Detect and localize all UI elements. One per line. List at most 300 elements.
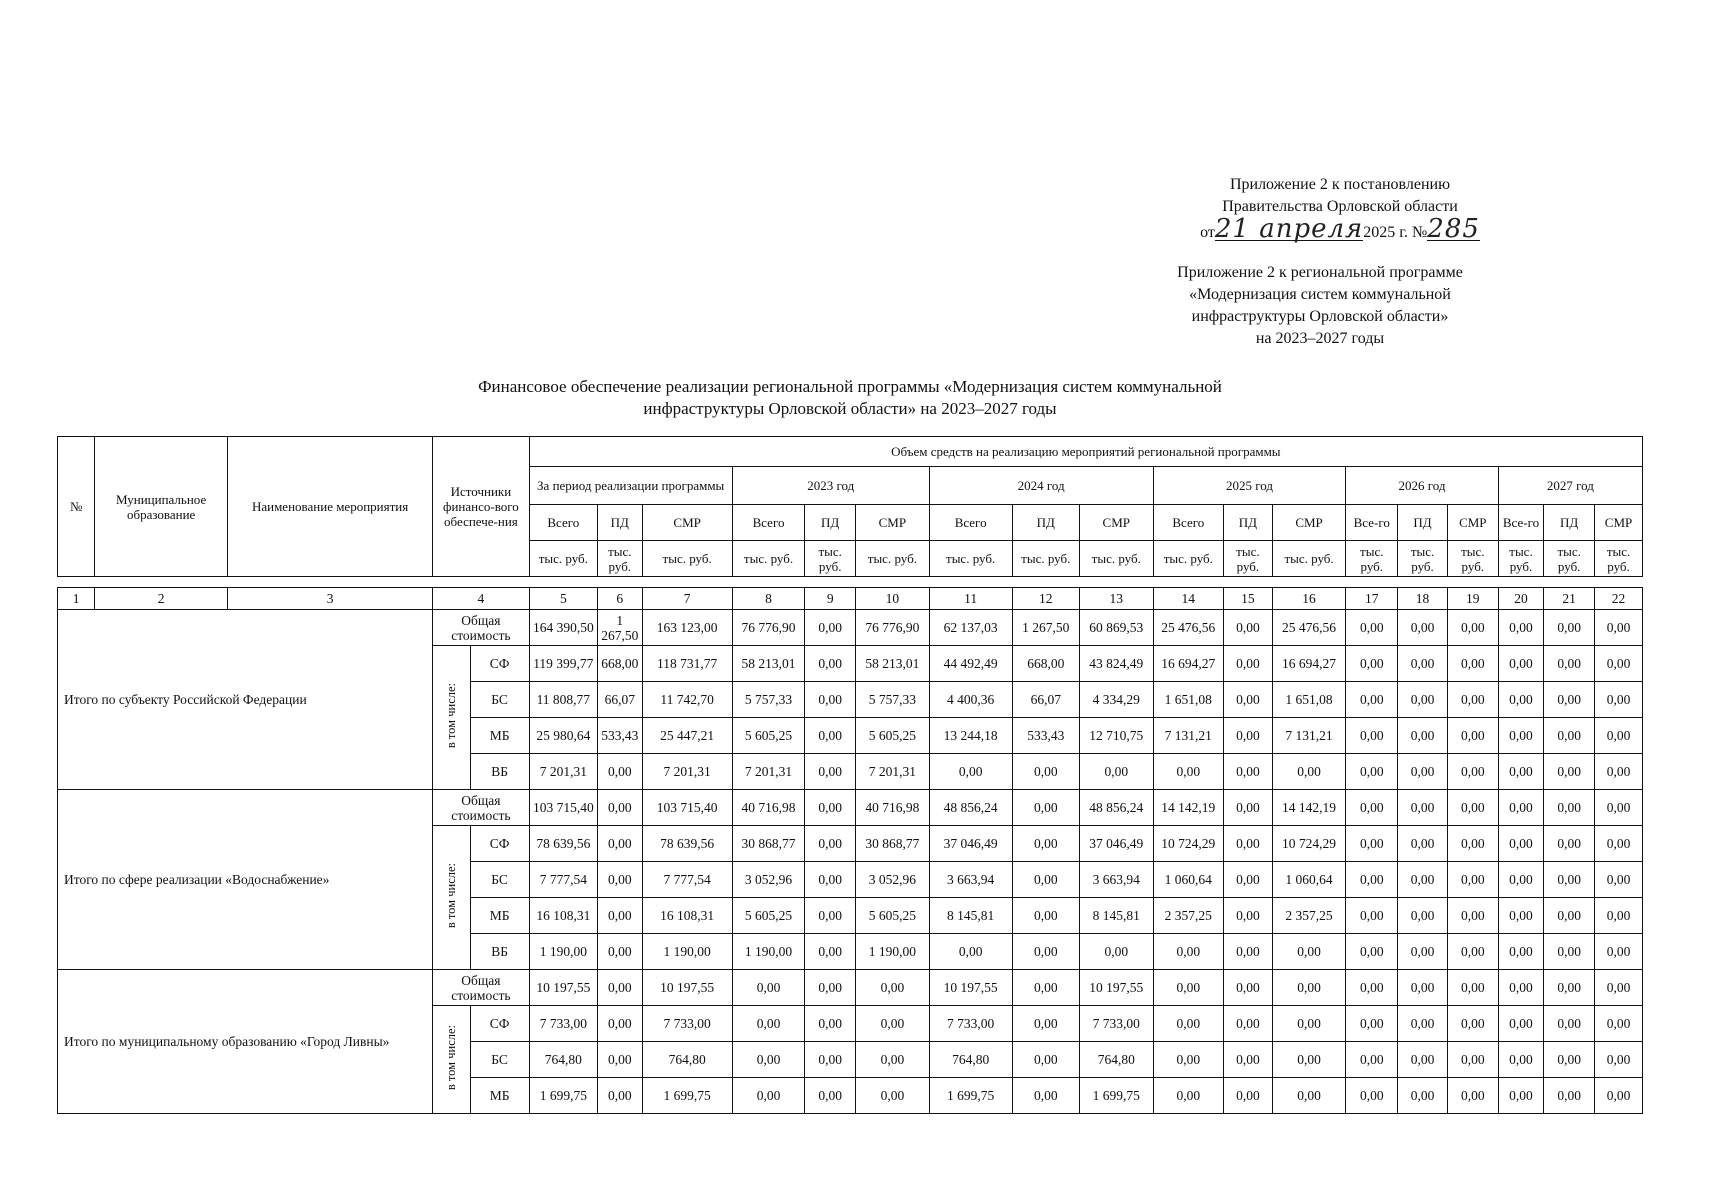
- column-number: 20: [1498, 588, 1544, 610]
- column-number: 5: [529, 588, 597, 610]
- column-number: 12: [1012, 588, 1079, 610]
- value-cell: 0,00: [1498, 610, 1544, 646]
- value-cell: 0,00: [1544, 862, 1595, 898]
- incl-label: в том числе:: [443, 1025, 458, 1091]
- value-cell: 764,80: [1079, 1042, 1153, 1078]
- value-cell: 0,00: [805, 1078, 856, 1114]
- value-cell: 164 390,50: [529, 610, 597, 646]
- value-cell: 10 724,29: [1272, 826, 1346, 862]
- value-cell: 0,00: [1398, 1078, 1448, 1114]
- value-cell: 58 213,01: [856, 646, 930, 682]
- header-col: Все-го: [1346, 505, 1398, 541]
- value-cell: 0,00: [1447, 790, 1498, 826]
- value-cell: 0,00: [856, 1042, 930, 1078]
- value-cell: 0,00: [1224, 934, 1273, 970]
- value-cell: 0,00: [1272, 1042, 1346, 1078]
- source-code: ВБ: [470, 934, 529, 970]
- value-cell: 0,00: [1498, 646, 1544, 682]
- value-cell: 0,00: [1544, 826, 1595, 862]
- column-number: 14: [1153, 588, 1223, 610]
- value-cell: 30 868,77: [856, 826, 930, 862]
- value-cell: 0,00: [1224, 610, 1273, 646]
- value-cell: 3 052,96: [732, 862, 805, 898]
- value-cell: 1 190,00: [856, 934, 930, 970]
- value-cell: 0,00: [1498, 826, 1544, 862]
- value-cell: 0,00: [1595, 646, 1643, 682]
- header-col: Всего: [929, 505, 1012, 541]
- value-cell: 1 190,00: [529, 934, 597, 970]
- value-cell: 5 605,25: [732, 898, 805, 934]
- value-cell: 10 197,55: [929, 970, 1012, 1006]
- value-cell: 1 651,08: [1272, 682, 1346, 718]
- column-number: 10: [856, 588, 930, 610]
- value-cell: 118 731,77: [642, 646, 732, 682]
- value-cell: 0,00: [1224, 970, 1273, 1006]
- value-cell: 3 663,94: [1079, 862, 1153, 898]
- value-cell: 0,00: [1595, 934, 1643, 970]
- value-cell: 0,00: [1544, 934, 1595, 970]
- value-cell: 0,00: [1498, 718, 1544, 754]
- value-cell: 12 710,75: [1079, 718, 1153, 754]
- value-cell: 14 142,19: [1153, 790, 1223, 826]
- value-cell: 0,00: [598, 1078, 643, 1114]
- column-number: 15: [1224, 588, 1273, 610]
- header-sources: Источники финансо-вого обеспече-ния: [433, 437, 529, 577]
- header-col: СМР: [642, 505, 732, 541]
- group-total-row: [58, 610, 1643, 646]
- value-cell: 13 244,18: [929, 718, 1012, 754]
- value-cell: 0,00: [1398, 790, 1448, 826]
- value-cell: 2 357,25: [1153, 898, 1223, 934]
- value-cell: 7 201,31: [732, 754, 805, 790]
- value-cell: 0,00: [1224, 1078, 1273, 1114]
- value-cell: 0,00: [805, 1042, 856, 1078]
- header-unit: тыс. руб.: [856, 541, 930, 577]
- value-cell: 0,00: [1544, 646, 1595, 682]
- value-cell: 0,00: [1346, 1078, 1398, 1114]
- header-col: ПД: [598, 505, 643, 541]
- value-cell: 0,00: [1398, 898, 1448, 934]
- value-cell: 16 108,31: [529, 898, 597, 934]
- decree-appendix-note: [1180, 174, 1500, 244]
- header-col: ПД: [1398, 505, 1448, 541]
- value-cell: 0,00: [929, 934, 1012, 970]
- program-line-1: Приложение 2 к региональной программе: [1177, 264, 1463, 281]
- header-col: Всего: [1153, 505, 1223, 541]
- value-cell: 37 046,49: [929, 826, 1012, 862]
- value-cell: 0,00: [1398, 970, 1448, 1006]
- value-cell: 0,00: [1153, 934, 1223, 970]
- value-cell: 0,00: [1012, 970, 1079, 1006]
- value-cell: 76 776,90: [856, 610, 930, 646]
- value-cell: 0,00: [1544, 1042, 1595, 1078]
- value-cell: 0,00: [1346, 718, 1398, 754]
- value-cell: 16 108,31: [642, 898, 732, 934]
- value-cell: 0,00: [598, 934, 643, 970]
- value-cell: 37 046,49: [1079, 826, 1153, 862]
- group-total-row: [58, 790, 1643, 826]
- value-cell: 0,00: [805, 646, 856, 682]
- value-cell: 0,00: [598, 826, 643, 862]
- value-cell: 8 145,81: [929, 898, 1012, 934]
- value-cell: 0,00: [1153, 970, 1223, 1006]
- value-cell: 1 699,75: [642, 1078, 732, 1114]
- title-line-1: Финансовое обеспечение реализации региональной программы «Модернизация систем коммунальной: [478, 377, 1222, 396]
- value-cell: 0,00: [1224, 826, 1273, 862]
- value-cell: 0,00: [1447, 1042, 1498, 1078]
- value-cell: 0,00: [1012, 898, 1079, 934]
- value-cell: 0,00: [1544, 682, 1595, 718]
- value-cell: 0,00: [1447, 826, 1498, 862]
- source-code: МБ: [470, 1078, 529, 1114]
- value-cell: 7 131,21: [1272, 718, 1346, 754]
- value-cell: 5 757,33: [856, 682, 930, 718]
- value-cell: 0,00: [805, 826, 856, 862]
- header-unit: тыс. руб.: [642, 541, 732, 577]
- header-unit: тыс. руб.: [1153, 541, 1223, 577]
- header-unit: тыс. руб.: [732, 541, 805, 577]
- value-cell: 3 663,94: [929, 862, 1012, 898]
- value-cell: 0,00: [1595, 790, 1643, 826]
- value-cell: 0,00: [805, 718, 856, 754]
- value-cell: 78 639,56: [642, 826, 732, 862]
- header-unit: тыс. руб.: [1272, 541, 1346, 577]
- value-cell: 25 476,56: [1272, 610, 1346, 646]
- incl-cell: [433, 1006, 470, 1114]
- value-cell: 60 869,53: [1079, 610, 1153, 646]
- value-cell: 7 733,00: [642, 1006, 732, 1042]
- value-cell: 0,00: [1398, 754, 1448, 790]
- program-line-3: инфраструктуры Орловской области»: [1191, 308, 1449, 325]
- header-period: 2024 год: [929, 467, 1153, 505]
- value-cell: 7 201,31: [856, 754, 930, 790]
- value-cell: 7 733,00: [1079, 1006, 1153, 1042]
- value-cell: 0,00: [1224, 862, 1273, 898]
- value-cell: 8 145,81: [1079, 898, 1153, 934]
- value-cell: 0,00: [1544, 718, 1595, 754]
- header-col: ПД: [1544, 505, 1595, 541]
- value-cell: 0,00: [1498, 898, 1544, 934]
- value-cell: 1 060,64: [1272, 862, 1346, 898]
- value-cell: 533,43: [1012, 718, 1079, 754]
- incl-cell: [433, 646, 470, 790]
- column-number: 11: [929, 588, 1012, 610]
- value-cell: 1 699,75: [1079, 1078, 1153, 1114]
- header-unit: тыс. руб.: [1544, 541, 1595, 577]
- value-cell: 0,00: [1498, 1006, 1544, 1042]
- value-cell: 0,00: [1595, 898, 1643, 934]
- value-cell: 0,00: [1398, 934, 1448, 970]
- value-cell: 0,00: [1544, 610, 1595, 646]
- value-cell: 0,00: [856, 1006, 930, 1042]
- value-cell: 1 267,50: [598, 610, 643, 646]
- group-label: Итого по сфере реализации «Водоснабжение»: [58, 790, 433, 970]
- value-cell: 0,00: [805, 1006, 856, 1042]
- value-cell: 30 868,77: [732, 826, 805, 862]
- value-cell: 0,00: [1447, 1006, 1498, 1042]
- value-cell: 0,00: [805, 970, 856, 1006]
- value-cell: 0,00: [598, 1042, 643, 1078]
- column-numbers-row: [58, 588, 1643, 610]
- value-cell: 0,00: [1012, 1042, 1079, 1078]
- value-cell: 0,00: [1272, 970, 1346, 1006]
- total-cost-label: Общая стоимость: [433, 790, 529, 826]
- value-cell: 0,00: [1224, 898, 1273, 934]
- value-cell: 0,00: [1224, 1006, 1273, 1042]
- value-cell: 0,00: [1272, 934, 1346, 970]
- value-cell: 25 476,56: [1153, 610, 1223, 646]
- value-cell: 0,00: [1595, 754, 1643, 790]
- value-cell: 0,00: [1346, 610, 1398, 646]
- value-cell: 0,00: [1498, 970, 1544, 1006]
- value-cell: 0,00: [805, 862, 856, 898]
- column-number: 18: [1398, 588, 1448, 610]
- value-cell: 10 197,55: [1079, 970, 1153, 1006]
- header-period: За период реализации программы: [529, 467, 732, 505]
- header-period: 2025 год: [1153, 467, 1346, 505]
- header-unit: тыс. руб.: [1079, 541, 1153, 577]
- header-unit: тыс. руб.: [1595, 541, 1643, 577]
- value-cell: 4 400,36: [929, 682, 1012, 718]
- value-cell: 0,00: [1398, 718, 1448, 754]
- column-number: 19: [1447, 588, 1498, 610]
- source-code: МБ: [470, 898, 529, 934]
- value-cell: 5 605,25: [856, 718, 930, 754]
- column-number: 4: [433, 588, 529, 610]
- value-cell: 0,00: [1544, 970, 1595, 1006]
- value-cell: 0,00: [1447, 682, 1498, 718]
- value-cell: 0,00: [1398, 826, 1448, 862]
- value-cell: 66,07: [598, 682, 643, 718]
- financing-table: [57, 436, 1643, 1114]
- value-cell: 0,00: [1012, 754, 1079, 790]
- value-cell: 0,00: [1595, 610, 1643, 646]
- value-cell: 103 715,40: [642, 790, 732, 826]
- value-cell: 0,00: [1544, 754, 1595, 790]
- value-cell: 0,00: [598, 862, 643, 898]
- value-cell: 0,00: [1544, 790, 1595, 826]
- value-cell: 764,80: [642, 1042, 732, 1078]
- value-cell: 0,00: [1595, 1078, 1643, 1114]
- value-cell: 0,00: [1398, 682, 1448, 718]
- decree-from: от: [1200, 224, 1215, 241]
- value-cell: 0,00: [598, 754, 643, 790]
- value-cell: 5 605,25: [856, 898, 930, 934]
- value-cell: 0,00: [1498, 790, 1544, 826]
- column-number: 1: [58, 588, 95, 610]
- value-cell: 0,00: [1224, 646, 1273, 682]
- value-cell: 0,00: [1398, 1042, 1448, 1078]
- value-cell: 0,00: [1224, 790, 1273, 826]
- column-number: 21: [1544, 588, 1595, 610]
- header-unit: тыс. руб.: [598, 541, 643, 577]
- decree-date-line: [1180, 214, 1500, 244]
- value-cell: 0,00: [732, 1042, 805, 1078]
- value-cell: 0,00: [1398, 610, 1448, 646]
- source-code: МБ: [470, 718, 529, 754]
- value-cell: 0,00: [1012, 862, 1079, 898]
- header-col: СМР: [1079, 505, 1153, 541]
- source-code: БС: [470, 1042, 529, 1078]
- decree-date-signature: 21 апреля: [1214, 214, 1364, 244]
- value-cell: 16 694,27: [1272, 646, 1346, 682]
- value-cell: 0,00: [929, 754, 1012, 790]
- value-cell: 0,00: [1224, 1042, 1273, 1078]
- value-cell: 0,00: [1012, 1006, 1079, 1042]
- value-cell: 0,00: [1346, 826, 1398, 862]
- value-cell: 533,43: [598, 718, 643, 754]
- column-number: 8: [732, 588, 805, 610]
- value-cell: 0,00: [1498, 862, 1544, 898]
- header-unit: тыс. руб.: [1398, 541, 1448, 577]
- value-cell: 0,00: [1447, 934, 1498, 970]
- value-cell: 14 142,19: [1272, 790, 1346, 826]
- value-cell: 0,00: [598, 898, 643, 934]
- value-cell: 0,00: [1447, 610, 1498, 646]
- header-unit: тыс. руб.: [1498, 541, 1544, 577]
- value-cell: 0,00: [1012, 790, 1079, 826]
- column-number: 9: [805, 588, 856, 610]
- value-cell: 7 201,31: [642, 754, 732, 790]
- header-col: ПД: [1012, 505, 1079, 541]
- value-cell: 0,00: [1544, 1006, 1595, 1042]
- source-code: СФ: [470, 646, 529, 682]
- value-cell: 0,00: [1595, 1006, 1643, 1042]
- source-code: СФ: [470, 826, 529, 862]
- source-code: ВБ: [470, 754, 529, 790]
- value-cell: 668,00: [598, 646, 643, 682]
- column-number: 2: [95, 588, 228, 610]
- value-cell: 10 724,29: [1153, 826, 1223, 862]
- value-cell: 1 190,00: [732, 934, 805, 970]
- value-cell: 0,00: [856, 970, 930, 1006]
- header-unit: тыс. руб.: [1224, 541, 1273, 577]
- value-cell: 103 715,40: [529, 790, 597, 826]
- value-cell: 43 824,49: [1079, 646, 1153, 682]
- incl-label: в том числе:: [443, 683, 458, 749]
- decree-line-1: Приложение 2 к постановлению: [1229, 176, 1451, 193]
- spacer: [58, 577, 1643, 588]
- value-cell: 0,00: [1224, 754, 1273, 790]
- value-cell: 1 699,75: [929, 1078, 1012, 1114]
- value-cell: 0,00: [1447, 754, 1498, 790]
- value-cell: 0,00: [598, 1006, 643, 1042]
- column-number: 6: [598, 588, 643, 610]
- value-cell: 1 699,75: [529, 1078, 597, 1114]
- header-unit: тыс. руб.: [529, 541, 597, 577]
- value-cell: 0,00: [598, 970, 643, 1006]
- value-cell: 0,00: [732, 1006, 805, 1042]
- value-cell: 0,00: [1595, 970, 1643, 1006]
- value-cell: 66,07: [1012, 682, 1079, 718]
- value-cell: 0,00: [1346, 934, 1398, 970]
- header-col: Всего: [529, 505, 597, 541]
- value-cell: 1 060,64: [1153, 862, 1223, 898]
- value-cell: 0,00: [1346, 1042, 1398, 1078]
- title-line-2: инфраструктуры Орловской области» на 2023–2027 годы: [643, 399, 1057, 418]
- decree-year: 2025 г. №: [1363, 224, 1428, 241]
- value-cell: 0,00: [1153, 754, 1223, 790]
- value-cell: 0,00: [1079, 934, 1153, 970]
- value-cell: 119 399,77: [529, 646, 597, 682]
- value-cell: 1 190,00: [642, 934, 732, 970]
- value-cell: 0,00: [1544, 898, 1595, 934]
- value-cell: 0,00: [1272, 1078, 1346, 1114]
- incl-cell: [433, 826, 470, 970]
- header-volume: Объем средств на реализацию мероприятий региональной программы: [529, 437, 1642, 467]
- value-cell: 0,00: [1447, 898, 1498, 934]
- value-cell: 0,00: [805, 898, 856, 934]
- column-number: 16: [1272, 588, 1346, 610]
- value-cell: 1 651,08: [1153, 682, 1223, 718]
- value-cell: 3 052,96: [856, 862, 930, 898]
- value-cell: 0,00: [805, 610, 856, 646]
- value-cell: 0,00: [1595, 862, 1643, 898]
- value-cell: 0,00: [1447, 1078, 1498, 1114]
- header-period: 2027 год: [1498, 467, 1642, 505]
- group-total-row: [58, 970, 1643, 1006]
- value-cell: 0,00: [1346, 790, 1398, 826]
- decree-number-signature: 285: [1427, 214, 1480, 244]
- value-cell: 0,00: [1447, 970, 1498, 1006]
- value-cell: 163 123,00: [642, 610, 732, 646]
- value-cell: 10 197,55: [529, 970, 597, 1006]
- value-cell: 668,00: [1012, 646, 1079, 682]
- value-cell: 0,00: [805, 682, 856, 718]
- decree-line-2: Правительства Орловской области: [1222, 198, 1458, 215]
- header-event: Наименование мероприятия: [227, 437, 432, 577]
- value-cell: 5 605,25: [732, 718, 805, 754]
- value-cell: 76 776,90: [732, 610, 805, 646]
- header-col: СМР: [1595, 505, 1643, 541]
- value-cell: 4 334,29: [1079, 682, 1153, 718]
- spacer-row: [58, 577, 1643, 588]
- program-appendix-note: [1160, 262, 1480, 350]
- value-cell: 0,00: [805, 934, 856, 970]
- value-cell: 0,00: [1447, 646, 1498, 682]
- header-col: СМР: [856, 505, 930, 541]
- value-cell: 7 777,54: [529, 862, 597, 898]
- header-col: Все-го: [1498, 505, 1544, 541]
- value-cell: 48 856,24: [929, 790, 1012, 826]
- value-cell: 0,00: [1498, 934, 1544, 970]
- program-line-2: «Модернизация систем коммунальной: [1189, 286, 1451, 303]
- header-num: №: [58, 437, 95, 577]
- value-cell: 0,00: [1346, 754, 1398, 790]
- column-number: 7: [642, 588, 732, 610]
- value-cell: 48 856,24: [1079, 790, 1153, 826]
- value-cell: 0,00: [1272, 1006, 1346, 1042]
- value-cell: 0,00: [732, 1078, 805, 1114]
- value-cell: 0,00: [732, 970, 805, 1006]
- value-cell: 11 742,70: [642, 682, 732, 718]
- value-cell: 0,00: [1012, 826, 1079, 862]
- document-title: [300, 376, 1400, 420]
- value-cell: 62 137,03: [929, 610, 1012, 646]
- header-unit: тыс. руб.: [1346, 541, 1398, 577]
- value-cell: 0,00: [1224, 718, 1273, 754]
- value-cell: 0,00: [1398, 862, 1448, 898]
- value-cell: 0,00: [1595, 718, 1643, 754]
- value-cell: 44 492,49: [929, 646, 1012, 682]
- value-cell: 764,80: [529, 1042, 597, 1078]
- header-col: ПД: [805, 505, 856, 541]
- value-cell: 5 757,33: [732, 682, 805, 718]
- value-cell: 40 716,98: [732, 790, 805, 826]
- value-cell: 0,00: [1346, 682, 1398, 718]
- value-cell: 1 267,50: [1012, 610, 1079, 646]
- value-cell: 0,00: [1498, 1078, 1544, 1114]
